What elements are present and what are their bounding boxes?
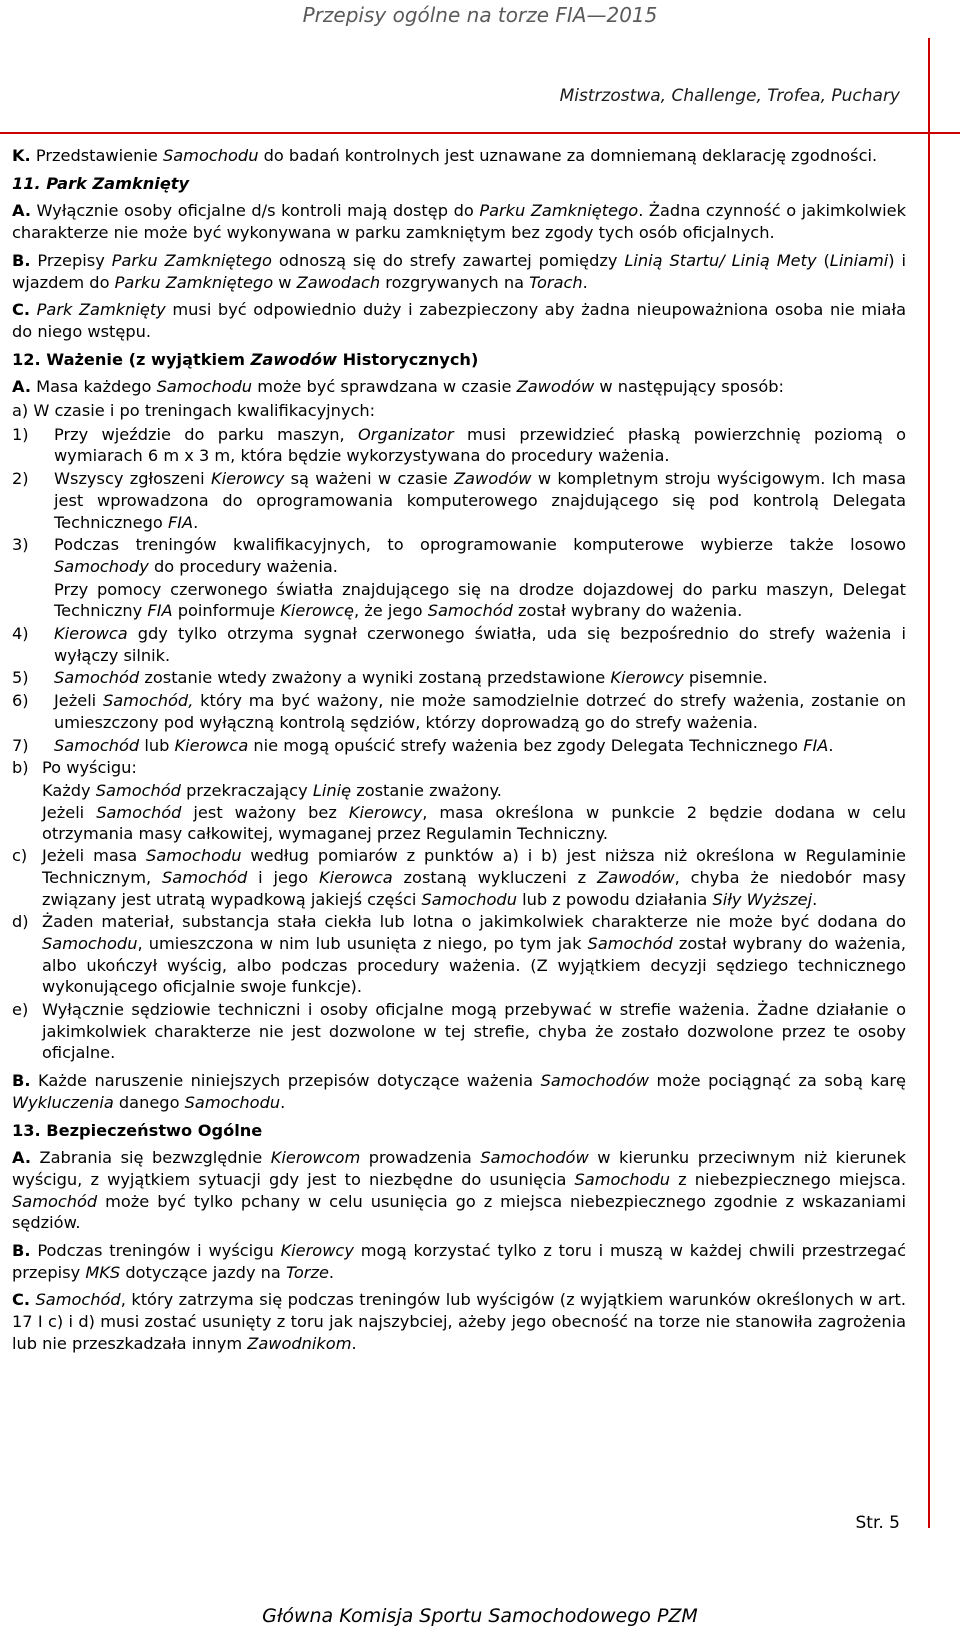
header-subtitle: Mistrzostwa, Challenge, Trofea, Puchary [559,86,900,106]
subsection-e: e) Wyłącznie sędziowie techniczni i osoby oficjalne mogą przebywać w strefie ważenia. Żadne działanie o jakimkolwiek charakterze nie jest dozwolone w tej strefie, chyba że zostało dozwolone przez te osoby oficjalne. [12,1000,906,1063]
para-11b: B. Przepisy Parku Zamkniętego odnoszą się do strefy zawartej pomiędzy Linią Startu/ Linią Mety (Liniami) i wjazdem do Parku Zamkniętego w Zawodach rozgrywanych na Torach. [12,250,906,292]
subsection-d: d) Żaden materiał, substancja stała ciekła lub lotna o jakimkolwiek charakterze nie może być dodana do Samochodu, umieszczona w nim lub usunięta z niego, po tym jak Samochód został wybrany do ważenia, albo ukończył wyścig, albo podczas procedury ważenia. (Z wyjątkiem decyzji sędziego technicznego wykonującego oficjalnie swoje funkcje). [12,912,906,997]
para-11a: A. Wyłącznie osoby oficjalne d/s kontroli mają dostęp do Parku Zamkniętego. Żadna czynność o jakimkolwiek charakterze nie może być wykonywana w parku zamkniętym bez zgody tych osób oficjalnych. [12,201,906,243]
list-item-5: 5) Samochód zostanie wtedy zważony a wyniki zostaną przedstawione Kierowcy pisemnie. [12,668,768,688]
section-12-heading: 12. Ważenie (z wyjątkiem Zawodów Historycznych) [12,349,479,369]
list-item-6: 6) Jeżeli Samochód, który ma być ważony, nie może samodzielnie dotrzeć do strefy ważenia, zostanie on umieszczony pod wyłączną kontrolą sędziów, którzy doprowadzą go do strefy ważenia. [12,691,906,732]
para-13c: C. Samochód, który zatrzyma się podczas treningów lub wyścigów (z wyjątkiem warunków określonych w art. 17 I c) i d) musi zostać usunięty z toru jak najszybciej, ażeby jego obecność na torze nie stanowiła zagrożenia lub nie przeszkadzała innym Zawodnikom. [12,1290,906,1353]
subsection-c: c) Jeżeli masa Samochodu według pomiarów z punktów a) i b) jest niższa niż określona w Regulaminie Technicznym, Samochód i jego Kierowca zostaną wykluczeni z Zawodów, chyba że niedobór masy związany jest utratą wypadkową jakiejś części Samochodu lub z powodu działania Siły Wyższej. [12,846,906,909]
section-13-heading: 13. Bezpieczeństwo Ogólne [12,1120,263,1140]
para-12a: A. Masa każdego Samochodu może być sprawdzana w czasie Zawodów w następujący sposób: [12,377,784,397]
list-item-4: 4) Kierowca gdy tylko otrzyma sygnał czerwonego światła, uda się bezpośrednio do strefy ważenia i wyłączy silnik. [12,624,906,665]
subsection-a-label: a) W czasie i po treningach kwalifikacyjnych: [12,401,376,421]
list-item-2: 2) Wszyscy zgłoszeni Kierowcy są ważeni w czasie Zawodów w kompletnym stroju wyścigowym. Ich masa jest wprowadzona do oprogramowania komputerowego znajdującego się pod kontrolą Delegata Technicznego FIA. [12,469,906,532]
list-item-1: 1) Przy wjeździe do parku maszyn, Organizator musi przewidzieć płaską powierzchnię poziomą o wymiarach 6 m x 3 m, która będzie wykorzystywana do procedury ważenia. [12,424,906,466]
page-number: Str. 5 [855,1513,900,1533]
subsection-b-line-2: Jeżeli Samochód jest ważony bez Kierowcy, masa określona w punkcie 2 będzie dodana w celu otrzymania masy całkowitej, wymaganej przez Regulamin Techniczny. [42,802,906,844]
para-13a: A. Zabrania się bezwzględnie Kierowcom prowadzenia Samochodów w kierunku przeciwnym niż kierunek wyścigu, z wyjątkiem sytuacji gdy jest to niezbędne do usunięcia Samochodu z niebezpiecznego miejsca. Samochód może być tylko pchany w celu usunięcia go z miejsca niebezpiecznego zgodnie z wskazaniami sędziów. [12,1148,906,1233]
list-item-3-continuation: Przy pomocy czerwonego światła znajdującego się na drodze dojazdowej do parku maszyn, Delegat Techniczny FIA poinformuje Kierowcę, że jego Samochód został wybrany do ważenia. [54,579,906,621]
list-item-7: 7) Samochód lub Kierowca nie mogą opuścić strefy ważenia bez zgody Delegata Technicznego FIA. [12,735,834,755]
subsection-b: b) Po wyścigu: [12,758,137,778]
vertical-rule [928,38,930,1528]
para-12b: B. Każde naruszenie niniejszych przepisów dotyczące ważenia Samochodów może pociągnąć za sobą karę Wykluczenia danego Samochodu. [12,1071,906,1112]
horizontal-rule [0,132,960,134]
para-11c: C. Park Zamknięty musi być odpowiednio duży i zabezpieczony aby żadna nieupoważniona osoba nie miała do niego wstępu. [12,300,906,341]
header-title: Przepisy ogólne na torze FIA—2015 [302,3,658,27]
para-13b: B. Podczas treningów i wyścigu Kierowcy mogą korzystać tylko z toru i muszą w każdej chwili przestrzegać przepisy MKS dotyczące jazdy na Torze. [12,1241,906,1282]
footer-organization: Główna Komisja Sportu Samochodowego PZM [262,1605,698,1627]
document-body [12,145,906,1361]
para-k: K. Przedstawienie Samochodu do badań kontrolnych jest uznawane za domniemaną deklarację zgodności. [12,146,878,165]
subsection-b-line-1: Każdy Samochód przekraczający Linię zostanie zważony. [42,780,502,800]
list-item-3: 3) Podczas treningów kwalifikacyjnych, to oprogramowanie komputerowe wybierze także losowo Samochody do procedury ważenia. [12,535,906,576]
section-11-heading: 11. Park Zamknięty [12,173,190,193]
